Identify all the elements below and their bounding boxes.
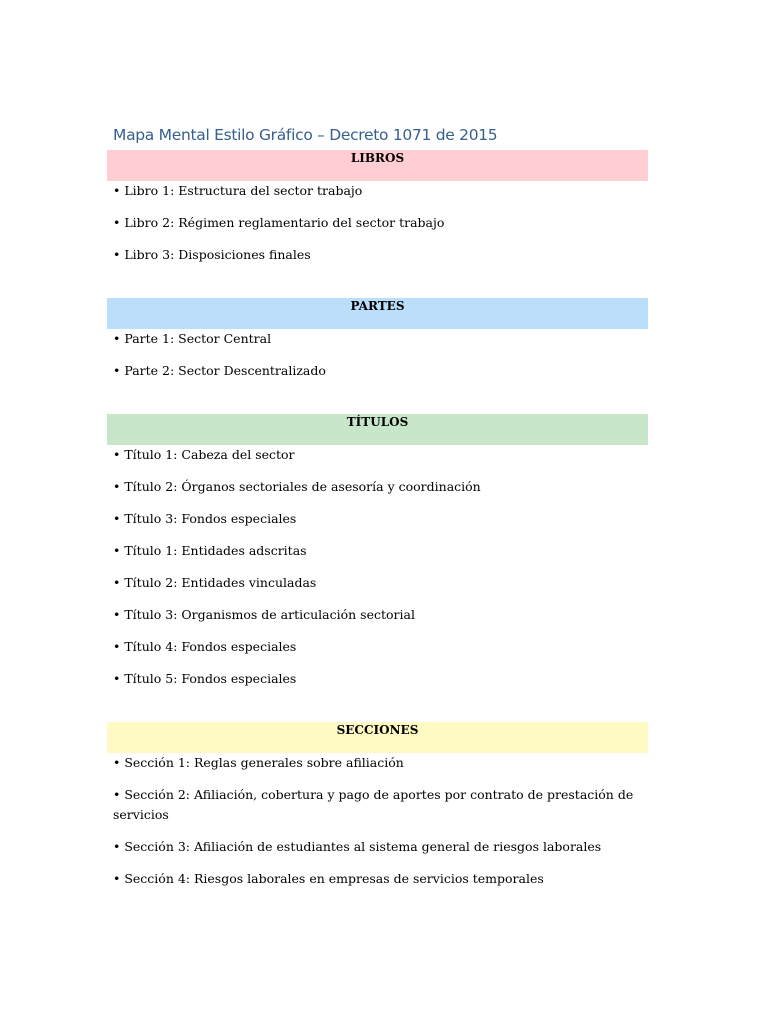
document-page [107, 124, 648, 889]
section-header-libros: LIBROS [107, 150, 648, 181]
list-item: • Libro 1: Estructura del sector trabajo [113, 183, 363, 198]
section-header-secciones: SECCIONES [107, 722, 648, 753]
item-list-partes [107, 329, 648, 381]
list-item: • Título 3: Organismos de articulación sectorial [113, 607, 415, 622]
list-item: • Libro 2: Régimen reglamentario del sector trabajo [113, 215, 445, 230]
list-item: • Libro 3: Disposiciones finales [113, 247, 311, 262]
document-title: Mapa Mental Estilo Gráfico – Decreto 1071 de 2015 [113, 126, 498, 144]
list-item: • Parte 2: Sector Descentralizado [113, 363, 326, 378]
section-libros [107, 150, 648, 265]
list-item: • Parte 1: Sector Central [113, 331, 272, 346]
section-secciones [107, 722, 648, 889]
list-item: • Título 3: Fondos especiales [113, 511, 297, 526]
list-item: • Título 4: Fondos especiales [113, 639, 297, 654]
section-titulos [107, 414, 648, 689]
list-item: • Título 1: Cabeza del sector [113, 447, 295, 462]
list-item: • Título 2: Órganos sectoriales de asesoría y coordinación [113, 479, 481, 494]
list-item: • Sección 1: Reglas generales sobre afiliación [113, 755, 404, 770]
list-item: • Sección 4: Riesgos laborales en empresas de servicios temporales [113, 871, 544, 886]
list-item: • Sección 3: Afiliación de estudiantes al sistema general de riesgos laborales [113, 839, 602, 854]
list-item: • Título 1: Entidades adscritas [113, 543, 307, 558]
item-list-secciones [107, 753, 648, 889]
section-partes [107, 298, 648, 381]
item-list-titulos [107, 445, 648, 689]
list-item: • Sección 2: Afiliación, cobertura y pago de aportes por contrato de prestación de servicios [113, 787, 634, 822]
section-header-titulos: TÍTULOS [107, 414, 648, 445]
list-item: • Título 5: Fondos especiales [113, 671, 297, 686]
section-header-partes: PARTES [107, 298, 648, 329]
list-item: • Título 2: Entidades vinculadas [113, 575, 317, 590]
item-list-libros [107, 181, 648, 265]
